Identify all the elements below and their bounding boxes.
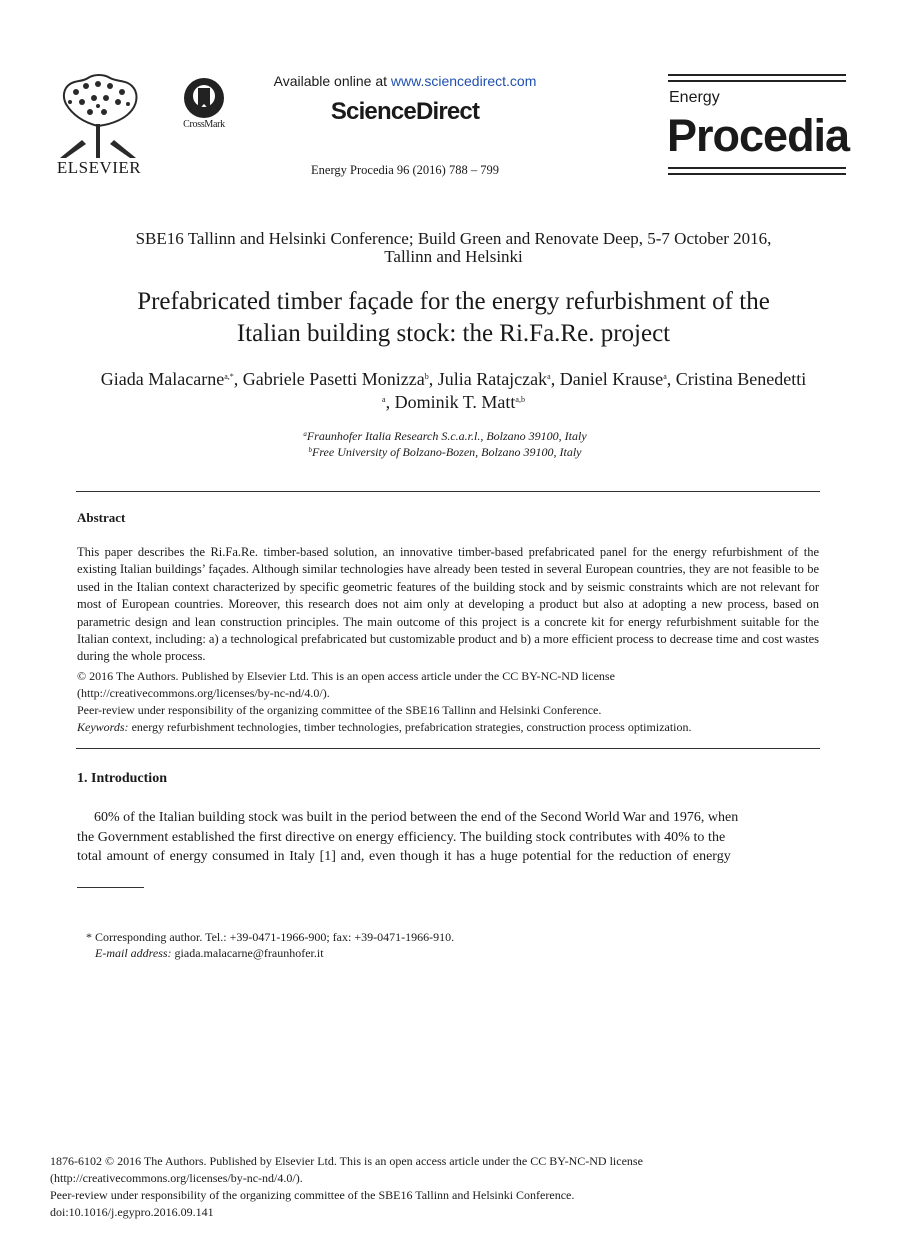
copyright-license-link[interactable]: (http://creativecommons.org/licenses/by-nc-nd/4.0/). bbox=[77, 686, 330, 700]
elsevier-logo bbox=[52, 74, 146, 176]
email-label: E-mail address: bbox=[95, 946, 172, 960]
abstract-copyright bbox=[77, 668, 819, 736]
affiliation-sup: b bbox=[308, 446, 312, 454]
footer-license-link[interactable]: (http://creativecommons.org/licenses/by-nc-nd/4.0/). bbox=[50, 1171, 303, 1185]
divider-top bbox=[76, 491, 820, 492]
email-line bbox=[86, 945, 786, 961]
author-sup: a,* bbox=[224, 372, 234, 381]
divider-bottom bbox=[76, 748, 820, 749]
crossmark-label: CrossMark bbox=[183, 119, 225, 130]
footer-doi[interactable]: doi:10.1016/j.egypro.2016.09.141 bbox=[50, 1205, 214, 1219]
intro-paragraph bbox=[77, 808, 819, 867]
corresponding-author: * Corresponding author. Tel.: +39-0471-1966-900; fax: +39-0471-1966-910. bbox=[86, 930, 455, 944]
authors-line-2: $^a$, Dominik T. Matt$^{a,b}$ bbox=[382, 392, 525, 412]
sciencedirect-link[interactable]: www.sciencedirect.com bbox=[390, 73, 537, 89]
title-line-2: Italian building stock: the Ri.Fa.Re. project bbox=[236, 320, 671, 347]
logo-journal-small: Energy bbox=[669, 89, 720, 106]
affiliation-text: Free University of Bolzano-Bozen, Bolzano 39100, Italy bbox=[311, 445, 582, 459]
author-sup: a bbox=[547, 372, 551, 381]
authors-line-1: Giada Malacarne$^{a,*}$, Gabriele Pasetti Monizza$^b$, Julia Ratajczak$^a$, Daniel Krause$^a$, Cristina Benedetti bbox=[100, 369, 807, 389]
energy-procedia-logo bbox=[667, 74, 850, 178]
abstract-body: This paper describes the Ri.Fa.Re. timber-based solution, an innovative timber-based prefabricated panel for the energy refurbishment of the existing Italian buildings’ façades. Although similar technologies have already been tested in several European countries, they are not feasible to be used in the Italian context characterized by specific geometric features of the building stock and by seismic constraints which are not relevant for most of European countries. Moreover, this research does not aim only at developing a product but also at adopting a new process, based on parametric design and lean construction principles. The main outcome of this project is a concrete kit for energy refurbishment suitable for the Italian context, including: a) a technological prefabricated but customizable product and b) a more efficient process to decrease time and cost wastes during the whole process. bbox=[77, 545, 819, 664]
peer-review-statement: Peer-review under responsibility of the organizing committee of the SBE16 Tallinn and Helsinki Conference. bbox=[77, 703, 602, 717]
logo-rule-bottom bbox=[668, 167, 846, 169]
author: Daniel Krause bbox=[559, 369, 664, 389]
available-prefix: Available online at bbox=[273, 73, 391, 89]
page-footer bbox=[50, 1153, 850, 1221]
affiliation-sup: a bbox=[303, 430, 307, 438]
author: Dominik T. Matt bbox=[394, 392, 516, 412]
intro-line: the Government established the first directive on energy efficiency. The building stock contributes with 40% to the bbox=[77, 829, 726, 845]
conference-line-1: SBE16 Tallinn and Helsinki Conference; Build Green and Renovate Deep, 5-7 October 2016, bbox=[135, 229, 772, 248]
author-sup: a bbox=[382, 395, 386, 404]
footer-issn-line: 1876-6102 © 2016 The Authors. Published by Elsevier Ltd. This is an open access article under the CC BY-NC-ND license bbox=[50, 1154, 643, 1168]
author: Cristina Benedetti bbox=[675, 369, 807, 389]
elsevier-tree-icon bbox=[52, 74, 146, 158]
affiliation-a bbox=[240, 429, 650, 444]
author: Giada Malacarne bbox=[100, 369, 225, 389]
keywords-text: energy refurbishment technologies, timber technologies, prefabrication strategies, construction process optimization. bbox=[131, 720, 692, 734]
keywords-line bbox=[77, 719, 819, 736]
abstract-heading: Abstract bbox=[77, 510, 126, 525]
intro-line: total amount of energy consumed in Italy [1] and, even though it has a huge potential for the reduction of energy bbox=[77, 849, 731, 864]
available-online bbox=[240, 73, 570, 89]
journal-citation: Energy Procedia 96 (2016) 788 – 799 bbox=[311, 163, 499, 177]
crossmark-icon bbox=[176, 76, 232, 120]
intro-line: 60% of the Italian building stock was built in the period between the end of the Second World War and 1976, when bbox=[94, 810, 739, 825]
logo-rule-top bbox=[668, 74, 846, 76]
footer-peer-review: Peer-review under responsibility of the organizing committee of the SBE16 Tallinn and Helsinki Conference. bbox=[50, 1188, 575, 1202]
title-line-1: Prefabricated timber façade for the energy refurbishment of the bbox=[137, 288, 770, 315]
keywords-label: Keywords: bbox=[77, 720, 129, 734]
footnote bbox=[86, 929, 786, 961]
author-sup: a bbox=[663, 372, 667, 381]
author-sup: a,b bbox=[515, 395, 525, 404]
conference-line-2: Tallinn and Helsinki bbox=[384, 247, 523, 266]
elsevier-wordmark: ELSEVIER bbox=[56, 158, 142, 177]
email-address[interactable]: giada.malacarne@fraunhofer.it bbox=[174, 946, 324, 960]
sciencedirect-wordmark: ScienceDirect bbox=[330, 98, 480, 125]
copyright-line-1: © 2016 The Authors. Published by Elsevier Ltd. This is an open access article under the CC BY-NC-ND license bbox=[77, 669, 615, 683]
crossmark-logo[interactable] bbox=[176, 76, 232, 132]
logo-journal-large: Procedia bbox=[667, 110, 850, 161]
logo-rule-top-2 bbox=[668, 80, 846, 82]
section-heading-introduction: 1. Introduction bbox=[77, 771, 167, 786]
affiliation-b bbox=[240, 445, 650, 460]
footnote-rule bbox=[77, 887, 144, 888]
author-sup: b bbox=[424, 372, 429, 381]
author: Gabriele Pasetti Monizza bbox=[242, 369, 425, 389]
author: Julia Ratajczak bbox=[437, 369, 548, 389]
logo-rule-bottom-2 bbox=[668, 173, 846, 175]
affiliation-text: Fraunhofer Italia Research S.c.a.r.l., Bolzano 39100, Italy bbox=[306, 429, 587, 443]
